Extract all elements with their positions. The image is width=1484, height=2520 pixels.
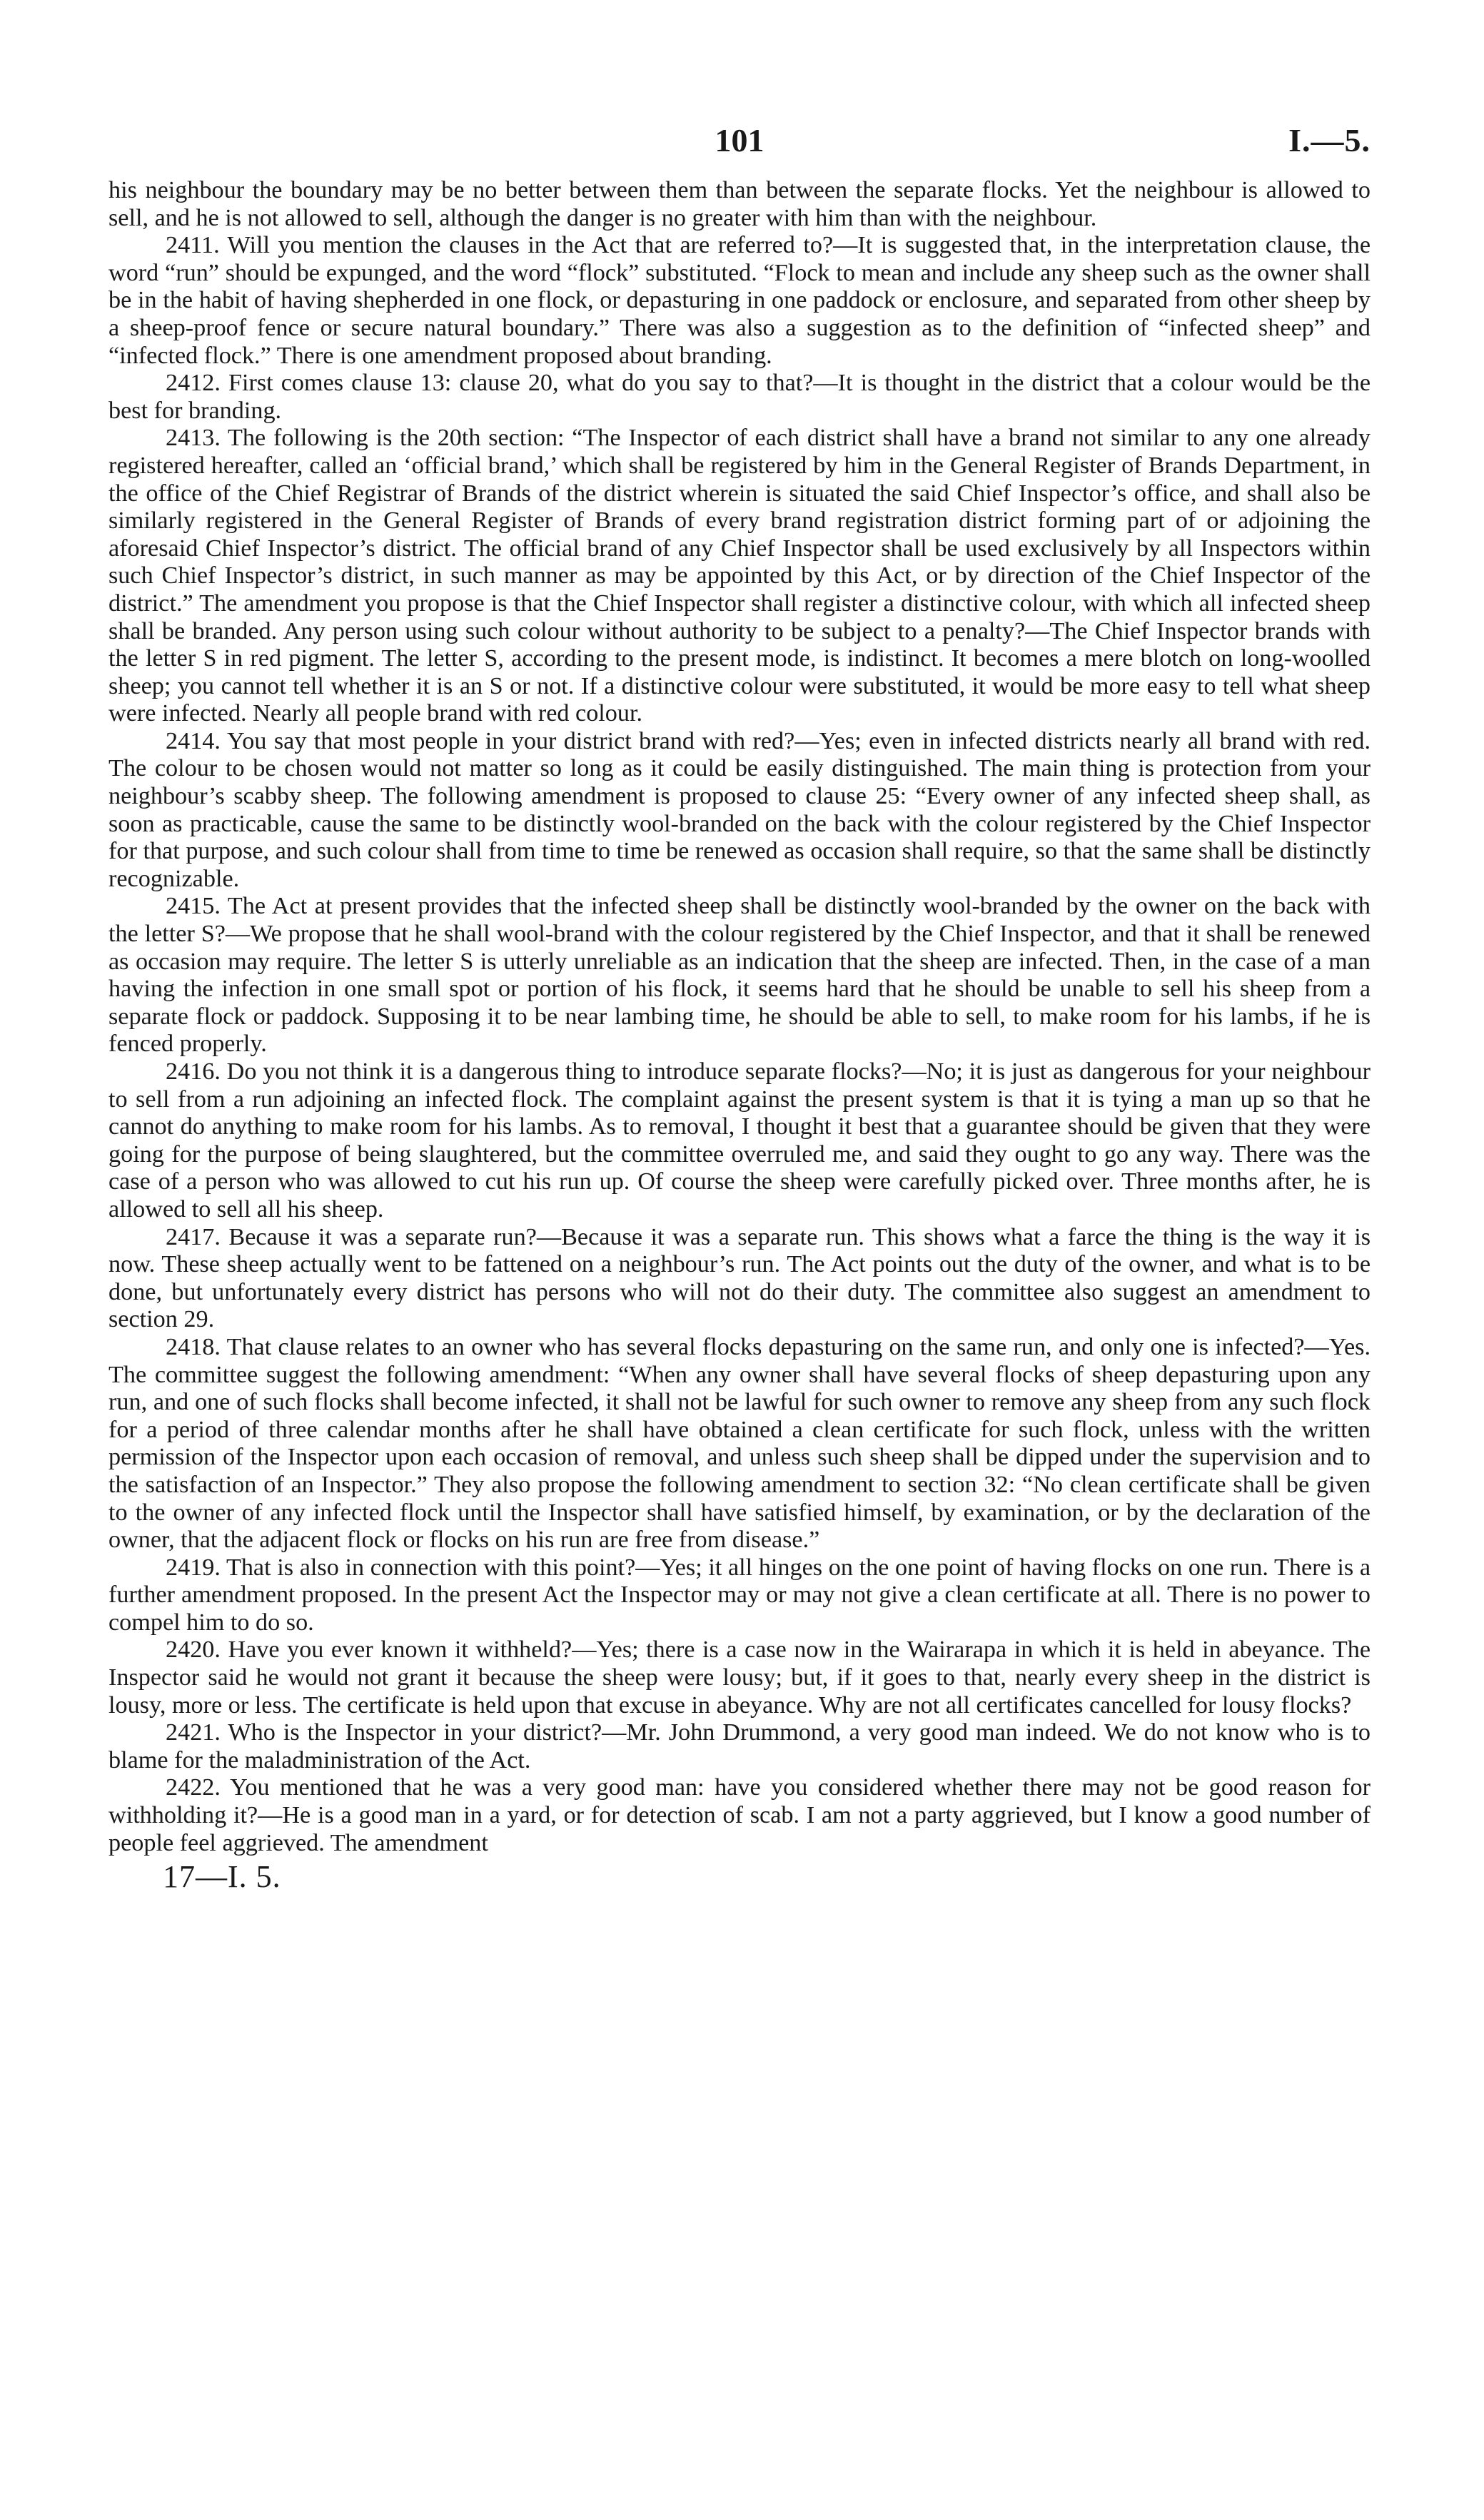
testimony-paragraph: 2421. Who is the Inspector in your district?—Mr. John Drummond, a very good man indeed. We do not know who is to blame for the maladministration of the Act.: [108, 1719, 1371, 1773]
document-reference: I.—5.: [1288, 122, 1371, 158]
testimony-paragraph: 2422. You mentioned that he was a very good man: have you considered whether there may not be good reason for withholding it?—He is a good man in a yard, or for detection of scab. I am not a party aggrieved, but I know a good number of people feel aggrieved. The amendment: [108, 1774, 1371, 1856]
page-number: 101: [715, 122, 764, 158]
testimony-paragraph: 2419. That is also in connection with this point?—Yes; it all hinges on the one point of having flocks on one run. There is a further amendment proposed. In the present Act the Inspector may or may not give a clean certificate at all. There is no power to compel him to do so.: [108, 1554, 1371, 1636]
testimony-paragraph: 2416. Do you not think it is a dangerous thing to introduce separate flocks?—No; it is just as dangerous for your neighbour to sell from a run adjoining an infected flock. The complaint against the present system is that it is tying a man up so that he cannot do anything to make room for his lambs. As to removal, I thought it best that a guarantee should be given that they were going for the purpose of being slaughtered, but the committee overruled me, and said they ought to go any way. There was the case of a person who was allowed to cut his run up. Of course the sheep were carefully picked over. Three months after, he is allowed to sell all his sheep.: [108, 1058, 1371, 1223]
testimony-paragraph: 2413. The following is the 20th section: “The Inspector of each district shall have a brand not similar to any one already registered hereafter, called an ‘official brand,’ which shall be registered by him in the General Register of Brands Department, in the office of the Chief Registrar of Brands of the district wherein is situated the said Chief Inspector’s office, and shall also be similarly registered in the General Register of Brands of every brand registration district forming part of or adjoining the aforesaid Chief Inspector’s district. The official brand of any Chief Inspector shall be used exclusively by all Inspectors within such Chief Inspector’s district, in such manner as may be appointed by this Act, or by direction of the Chief Inspector of the district.” The amendment you propose is that the Chief Inspector shall register a distinctive colour, with which all infected sheep shall be branded. Any person using such colour without authority to be subject to a penalty?—The Chief Inspector brands with the letter S in red pigment. The letter S, according to the present mode, is indistinct. It becomes a mere blotch on long-woolled sheep; you cannot tell whether it is an S or not. If a distinctive colour were substituted, it would be more easy to tell what sheep were infected. Nearly all people brand with red colour.: [108, 425, 1371, 727]
testimony-paragraph: 2414. You say that most people in your district brand with red?—Yes; even in infected districts nearly all brand with red. The colour to be chosen would not matter so long as it could be easily distinguished. The main thing is protection from your neighbour’s scabby sheep. The following amendment is proposed to clause 25: “Every owner of any infected sheep shall, as soon as practicable, cause the same to be distinctly wool-branded on the back with the colour registered by the Chief Inspector for that purpose, and such colour shall from time to time be renewed as occasion shall require, so that the same shall be distinctly recognizable.: [108, 727, 1371, 892]
testimony-paragraph: 2411. Will you mention the clauses in the Act that are referred to?—It is suggested that, in the interpretation clause, the word “run” should be expunged, and the word “flock” substituted. “Flock to mean and include any sheep such as the owner shall be in the habit of having shepherded in one flock, or depasturing in one paddock or enclosure, and separated from other sheep by a sheep-proof fence or secure natural boundary.” There was also a suggestion as to the definition of “infected sheep” and “infected flock.” There is one amendment proposed about branding.: [108, 232, 1371, 369]
continued-paragraph: his neighbour the boundary may be no better between them than between the separate flocks. Yet the neighbour is allowed to sell, and he is not allowed to sell, although the danger is no greater with him than with the neighbour.: [108, 177, 1371, 231]
testimony-paragraph: 2420. Have you ever known it withheld?—Yes; there is a case now in the Wairarapa in which it is held in abeyance. The Inspector said he would not grant it because the sheep were lousy; but, if it goes to that, nearly every sheep in the district is lousy, more or less. The certificate is held upon that excuse in abeyance. Why are not all certificates cancelled for lousy flocks?: [108, 1636, 1371, 1719]
testimony-paragraph: 2418. That clause relates to an owner who has several flocks depasturing on the same run, and only one is infected?—Yes. The committee suggest the following amendment: “When any owner shall have several flocks of sheep depasturing upon any run, and one of such flocks shall become infected, it shall not be lawful for such owner to remove any sheep from any such flock for a period of three calendar months after he shall have obtained a clean certificate for such flock, unless with the written permission of the Inspector upon each occasion of removal, and unless such sheep shall be dipped under the supervision and to the satisfaction of an Inspector.” They also propose the following amendment to section 32: “No clean certificate shall be given to the owner of any infected flock until the Inspector shall have satisfied himself, by examination, or by the declaration of the owner, that the adjacent flock or flocks on his run are free from disease.”: [108, 1333, 1371, 1554]
document-page: [108, 121, 1371, 2462]
testimony-paragraph: 2417. Because it was a separate run?—Because it was a separate run. This shows what a farce the thing is the way it is now. These sheep actually went to be fattened on a neighbour’s run. The Act points out the duty of the owner, and what is to be done, but unfortunately every district has persons who will not do their duty. The committee also suggest an amendment to section 29.: [108, 1223, 1371, 1333]
page-header: [108, 121, 1371, 177]
sheet-signature: 17—I. 5.: [163, 1859, 281, 1895]
testimony-paragraph: 2412. First comes clause 13: clause 20, what do you say to that?—It is thought in the district that a colour would be the best for branding.: [108, 370, 1371, 424]
body-text: [108, 177, 1371, 1857]
testimony-paragraph: 2415. The Act at present provides that the infected sheep shall be distinctly wool-branded by the owner on the back with the letter S?—We propose that he shall wool-brand with the colour registered by the Chief Inspector, and that it shall be renewed as occasion may require. The letter S is utterly unreliable as an indication that the sheep are infected. Then, in the case of a man having the infection in one small spot or portion of his flock, it seems hard that he should be unable to sell his sheep from a separate flock or paddock. Supposing it to be near lambing time, he should be able to sell, to make room for his lambs, if he is fenced properly.: [108, 893, 1371, 1058]
